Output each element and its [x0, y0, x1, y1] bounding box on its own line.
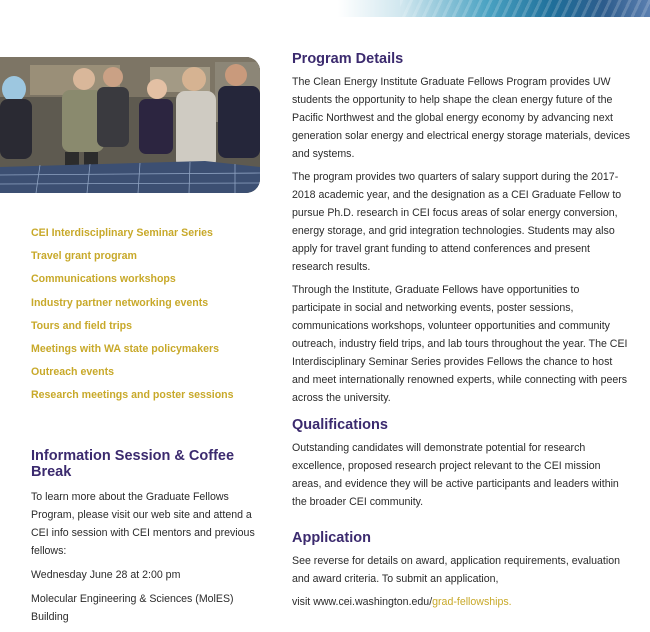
- header-gradient-band: [0, 0, 650, 17]
- application-heading: Application: [292, 530, 371, 546]
- list-item: Industry partner networking events: [31, 296, 209, 309]
- program-details-paragraph: Through the Institute, Graduate Fellows have opportunities to participate in social and networking events, poster sessions, communications workshops, volunteer opportunities and community outreach, industry field trips, and lab tours throughout the year. The CEI Interdisciplinary Seminar Series provides Fellows the chance to host and meet internationally renowned experts, while connecting with peers across the university.: [292, 284, 628, 404]
- application-visit-prefix: visit www.cei.washington.edu/: [292, 596, 433, 608]
- list-item: Travel grant program: [31, 250, 137, 263]
- program-details-paragraph: The Clean Energy Institute Graduate Fellows Program provides UW students the opportunity to help shape the clean energy future of the Pacific Northwest and the global energy economy by advancing next generation solar energy and electrical energy storage materials, devices and systems.: [292, 76, 631, 160]
- list-item: CEI Interdisciplinary Seminar Series: [31, 227, 213, 239]
- header-texture: [400, 0, 650, 17]
- list-item: Meetings with WA state policymakers: [31, 342, 219, 355]
- list-item: Tours and field trips: [31, 319, 133, 332]
- info-session-section: [31, 448, 271, 632]
- benefits-list: [31, 226, 261, 412]
- info-session-location: Molecular Engineering & Sciences (MolES) Building: [31, 593, 234, 623]
- application-visit-line: [292, 593, 630, 611]
- list-item: Research meetings and poster sessions: [31, 389, 234, 402]
- grad-fellowships-link[interactable]: grad-fellowships.: [432, 596, 512, 608]
- students-photo: [0, 57, 260, 193]
- application-section: [292, 530, 630, 611]
- program-details-heading: Program Details: [292, 51, 404, 67]
- application-text: See reverse for details on award, application requirements, evaluation and award criteria. To submit an application,: [292, 555, 621, 585]
- program-details-paragraph: The program provides two quarters of salary support during the 2017-2018 academic year, and the designation as a CEI Graduate Fellow to pursue Ph.D. research in CEI focus areas of solar energy conversion, energy storage, and grid integration technologies. Students may also apply for travel grant funding to attend conferences and present research results.: [292, 171, 622, 273]
- info-session-heading: Information Session & Coffee Break: [31, 448, 235, 480]
- qualifications-section: [292, 417, 630, 511]
- qualifications-text: Outstanding candidates will demonstrate potential for research excellence, proposed research project relevant to the CEI mission areas, and evidence they will be active participants and leaders within the broader CEI community.: [292, 442, 619, 508]
- info-session-date: Wednesday June 28 at 2:00 pm: [31, 569, 181, 581]
- qualifications-heading: Qualifications: [292, 417, 388, 433]
- list-item: Outreach events: [31, 366, 115, 379]
- list-item: Communications workshops: [31, 273, 176, 286]
- program-details-section: [292, 51, 630, 407]
- info-session-intro: To learn more about the Graduate Fellows Program, please visit our web site and attend a CEI info session with CEI mentors and previous fellows:: [31, 491, 255, 557]
